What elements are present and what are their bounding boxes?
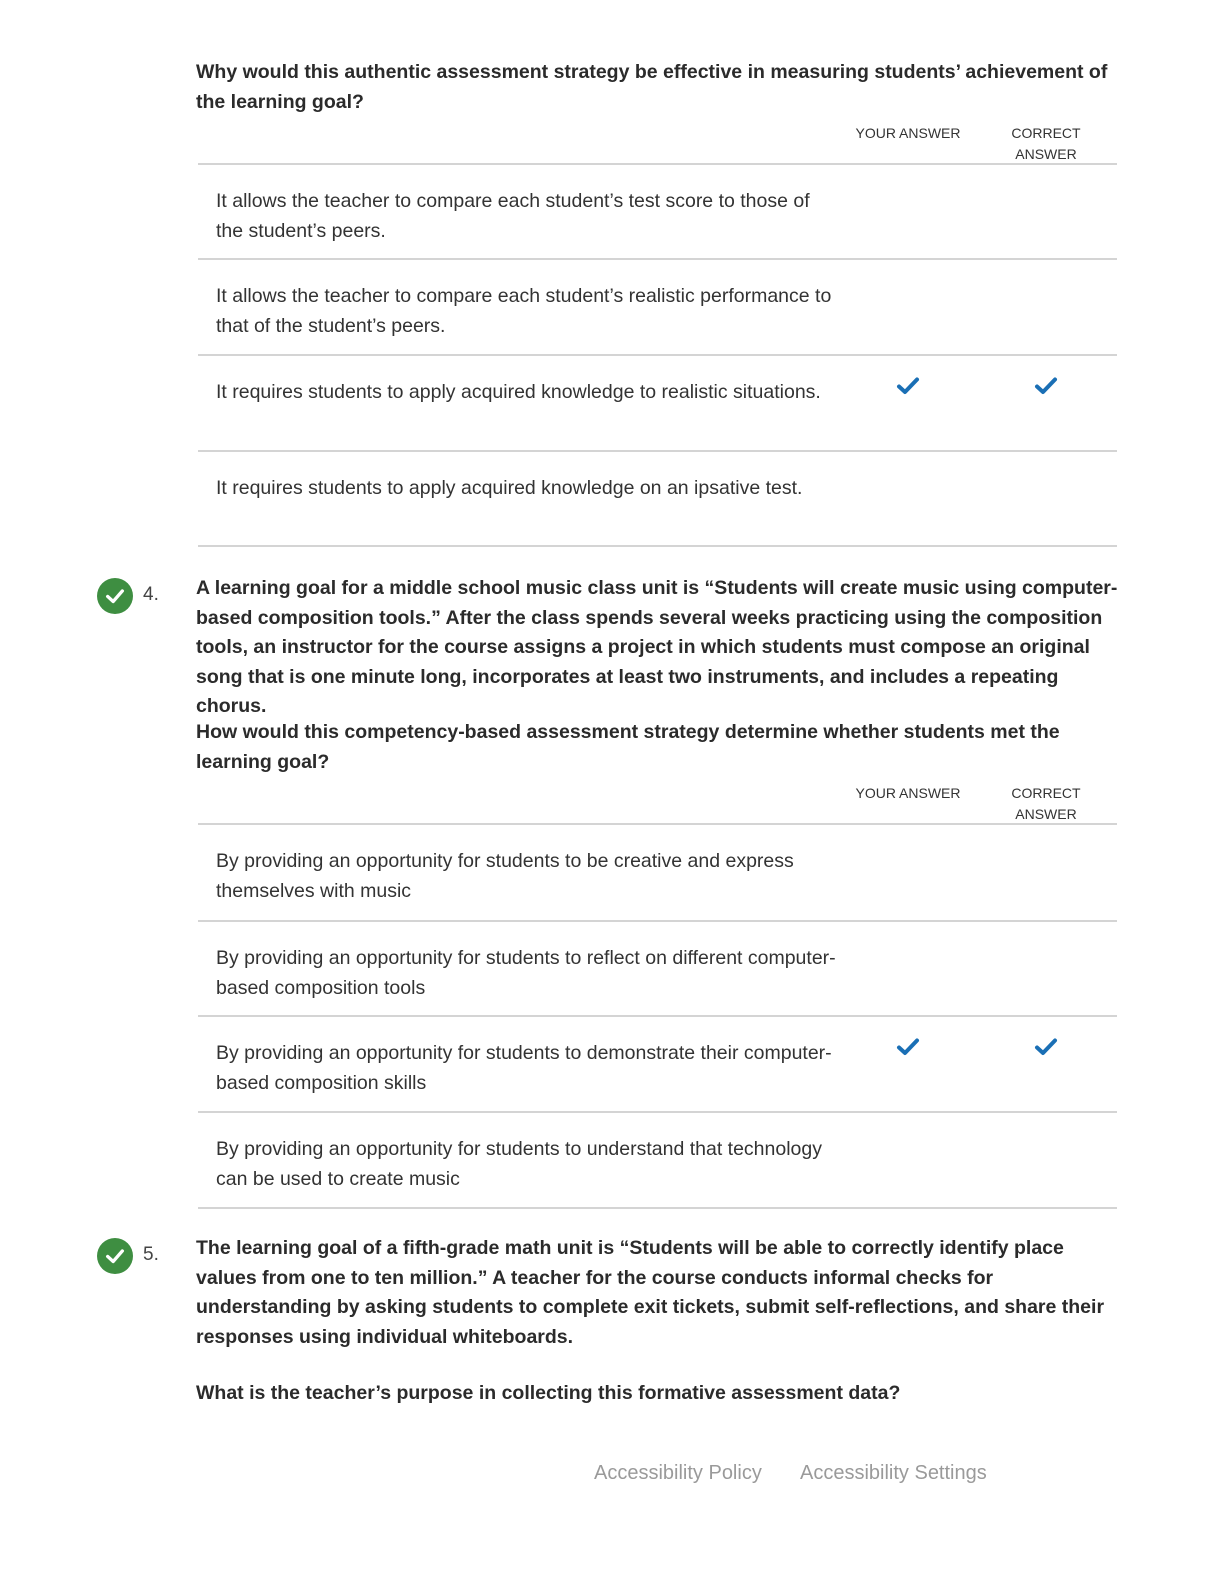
correct-check-circle-icon: [97, 578, 133, 614]
answer-option-text: By providing an opportunity for students to be creative and express themselves with music: [216, 850, 794, 902]
answer-option-text: It requires students to apply acquired knowledge on an ipsative test.: [216, 477, 803, 499]
correct-check-circle-icon: [97, 1238, 133, 1274]
answer-row: [198, 1017, 1117, 1113]
correct-answer-column-header: CORRECT ANSWER: [1011, 785, 1081, 822]
answer-row: [198, 1113, 1117, 1209]
answer-row: [198, 260, 1117, 356]
your-answer-checkmark-icon: [896, 1035, 920, 1059]
answer-row: [198, 825, 1117, 922]
answer-option-text: It requires students to apply acquired knowledge to realistic situations.: [216, 381, 821, 403]
question-number: 4.: [143, 584, 159, 605]
answer-row: [198, 165, 1117, 260]
question-3-prompt: Why would this authentic assessment strategy be effective in measuring students’ achievement of the learning goal?: [196, 61, 1108, 113]
answer-row: [198, 922, 1117, 1017]
answer-table-header: [198, 785, 1117, 825]
answer-row: [198, 452, 1117, 547]
answer-row: [198, 356, 1117, 452]
accessibility-settings-link[interactable]: Accessibility Settings: [800, 1462, 987, 1484]
question-5-stem: The learning goal of a fifth-grade math unit is “Students will be able to correctly identify place values from one to ten million.” A teacher for the course conducts informal checks for understanding by asking students to complete exit tickets, submit self-reflections, and share their responses using individual whiteboards.: [196, 1237, 1105, 1348]
accessibility-policy-link[interactable]: Accessibility Policy: [594, 1462, 762, 1484]
answer-option-text: It allows the teacher to compare each student’s test score to those of the student’s peers.: [216, 190, 810, 242]
question-3-answer-table: [198, 125, 1117, 547]
correct-answer-checkmark-icon: [1034, 374, 1058, 398]
question-4-prompt: How would this competency-based assessment strategy determine whether students met the learning goal?: [196, 721, 1060, 773]
answer-table-header: [198, 125, 1117, 165]
your-answer-column-header: YOUR ANSWER: [855, 785, 961, 801]
your-answer-checkmark-icon: [896, 374, 920, 398]
question-number: 5.: [143, 1244, 159, 1265]
correct-answer-checkmark-icon: [1034, 1035, 1058, 1059]
answer-option-text: It allows the teacher to compare each student’s realistic performance to that of the student’s peers.: [216, 285, 832, 337]
question-4-answer-table: [198, 785, 1117, 1209]
correct-answer-column-header: CORRECT ANSWER: [1011, 125, 1081, 162]
question-5-prompt: What is the teacher’s purpose in collecting this formative assessment data?: [196, 1382, 901, 1404]
answer-option-text: By providing an opportunity for students to reflect on different computer-based composition tools: [216, 947, 836, 999]
answer-option-text: By providing an opportunity for students to demonstrate their computer-based composition skills: [216, 1042, 832, 1094]
question-4-stem: A learning goal for a middle school music class unit is “Students will create music using computer-based composition tools.” After the class spends several weeks practicing using the composition tools, an instructor for the course assigns a project in which students must compose an original song that is one minute long, incorporates at least two instruments, and includes a repeating chorus.: [196, 577, 1118, 717]
your-answer-column-header: YOUR ANSWER: [855, 125, 961, 141]
answer-option-text: By providing an opportunity for students to understand that technology can be used to create music: [216, 1138, 822, 1190]
